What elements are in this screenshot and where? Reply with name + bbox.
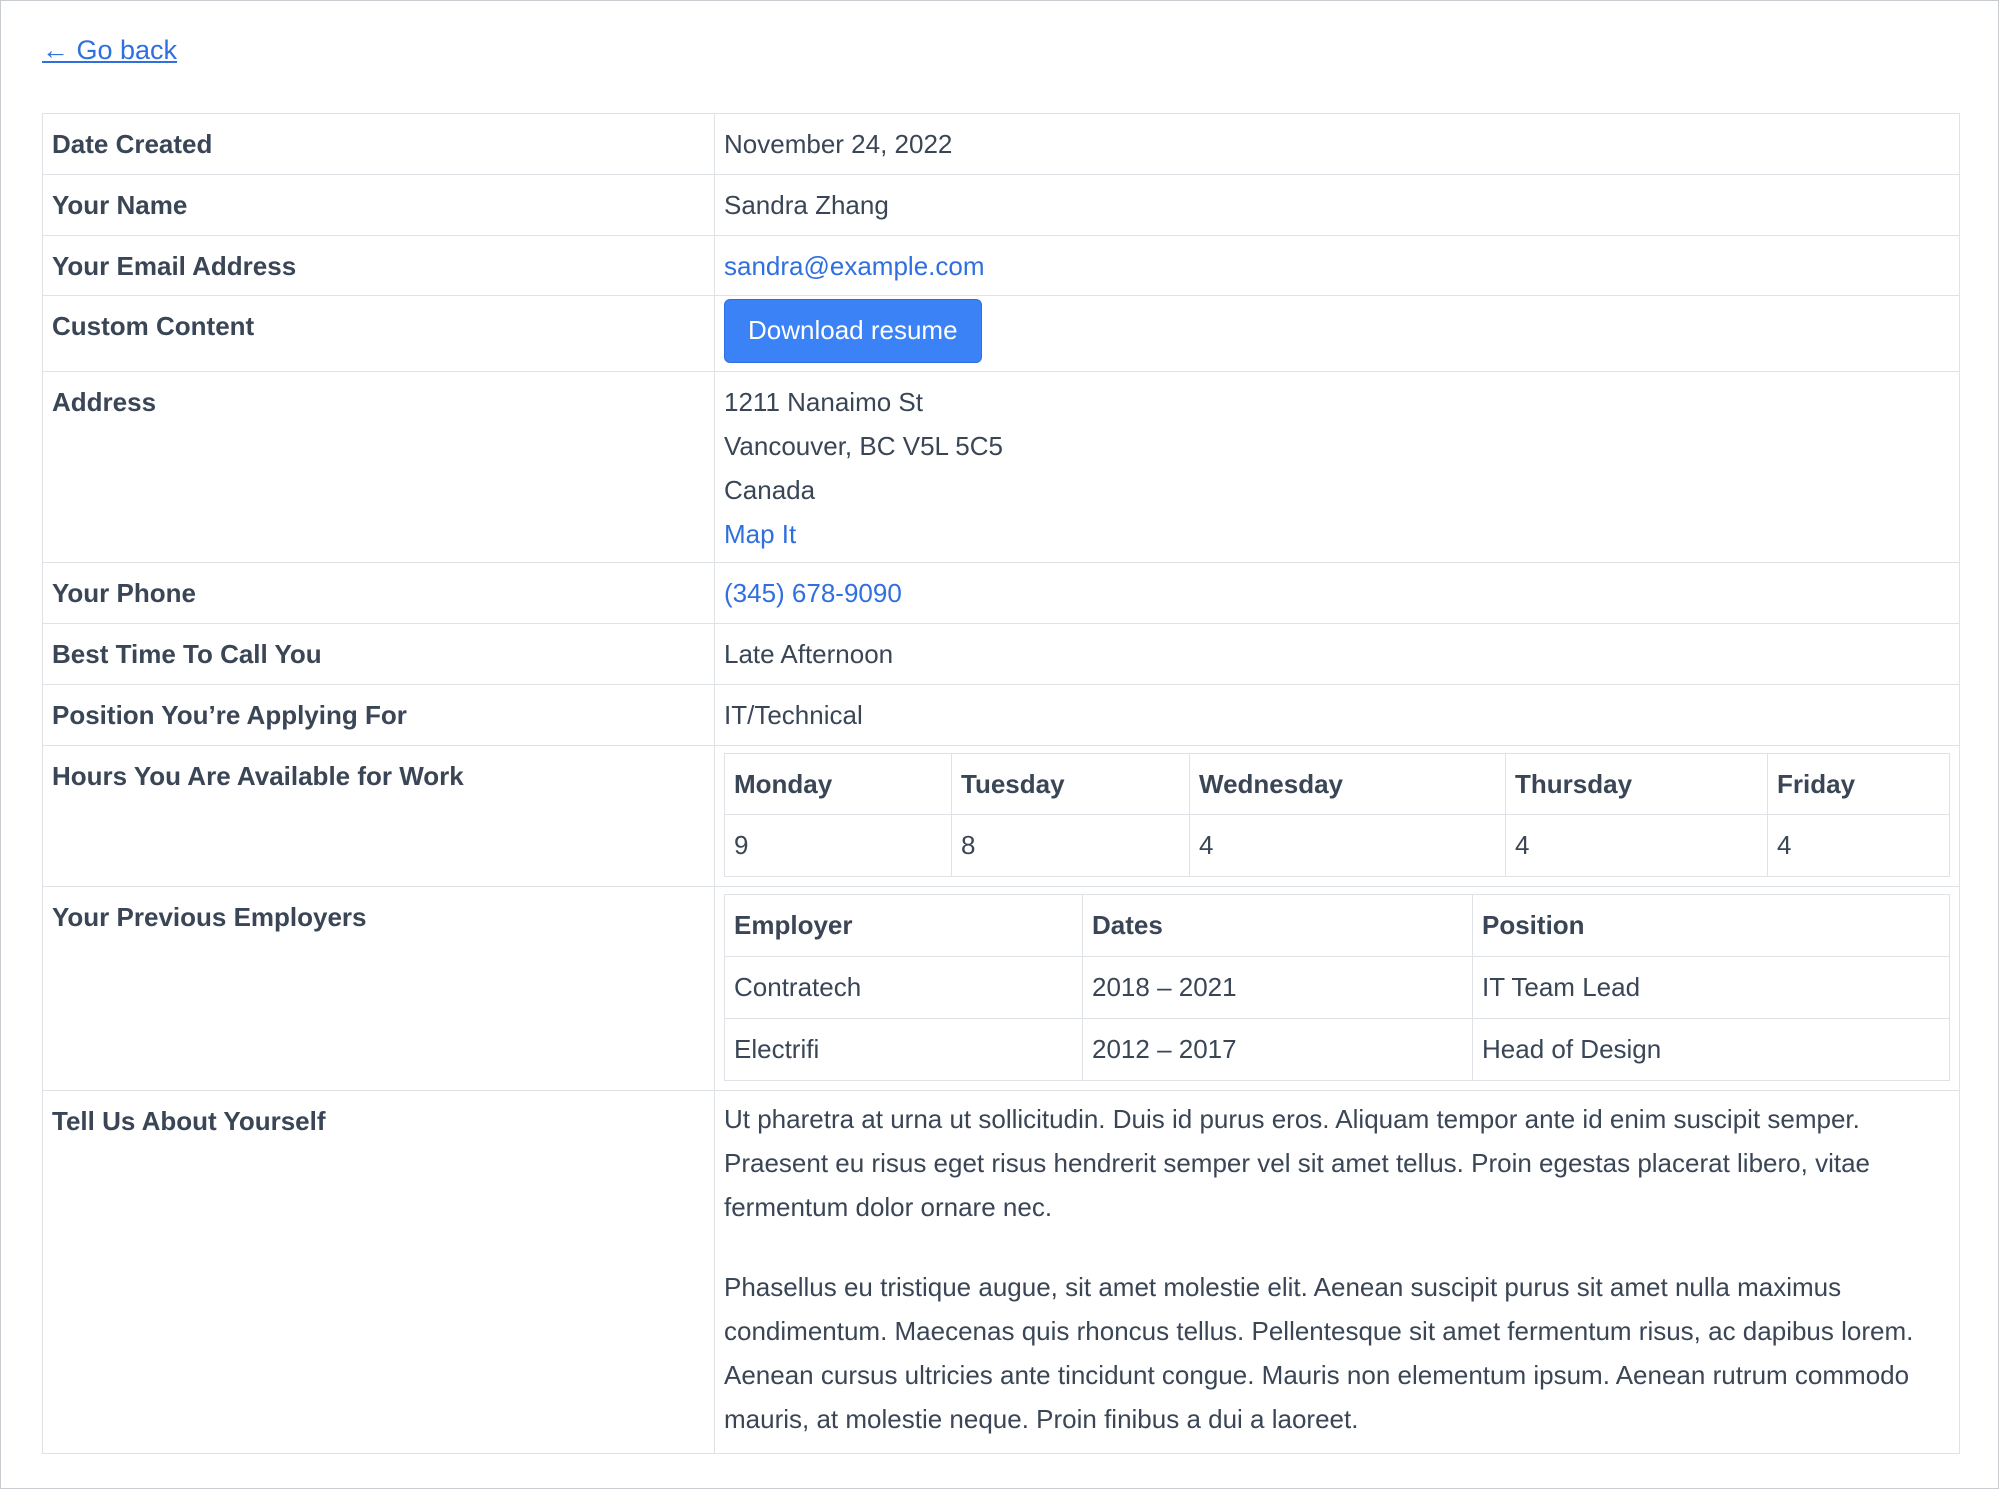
row-custom-content: [43, 296, 1960, 372]
row-hours: [43, 745, 1960, 887]
field-value: [715, 296, 1960, 372]
hours-header-cell: Monday: [725, 753, 952, 815]
hours-table: [724, 753, 1950, 878]
field-value: [715, 563, 1960, 624]
hours-header-row: [725, 753, 1950, 815]
employer-cell: Electrifi: [725, 1018, 1083, 1080]
hours-value-cell: 4: [1768, 815, 1950, 877]
employers-header-row: [725, 895, 1950, 957]
address-line-1: 1211 Nanaimo St: [724, 387, 923, 418]
about-paragraph: Phasellus eu tristique augue, sit amet molestie elit. Aenean suscipit purus sit amet nulla maximus condimentum. Maecenas quis rhoncus tellus. Pellentesque sit amet fermentum risus, ac dapibus lorem. Aenean cursus ultricies ante tincidunt congue. Mauris non elementum ipsum. Aenean rutrum commodo mauris, at molestie neque. Proin finibus a dui a laoreet.: [724, 1271, 1914, 1434]
employers-header-cell: Dates: [1083, 895, 1473, 957]
hours-value-cell: 4: [1190, 815, 1506, 877]
position-cell: IT Team Lead: [1473, 956, 1950, 1018]
field-value: IT/Technical: [715, 684, 1960, 745]
address-line-3: Canada: [724, 475, 816, 506]
field-label: Date Created: [43, 114, 715, 175]
map-it-link[interactable]: Map It: [724, 519, 797, 550]
field-value: November 24, 2022: [715, 114, 1960, 175]
field-label: Best Time To Call You: [43, 623, 715, 684]
about-paragraph: Ut pharetra at urna ut sollicitudin. Duis id purus eros. Aliquam tempor ante id enim suscipit semper. Praesent eu risus eget risus hendrerit semper vel sit amet tellus. Proin egestas placerat libero, vitae fermentum dolor ornare nec.: [724, 1103, 1870, 1222]
field-label: Hours You Are Available for Work: [43, 745, 715, 887]
field-value: Sandra Zhang: [715, 174, 1960, 235]
entry-details-table: [42, 113, 1960, 1454]
row-about: [43, 1090, 1960, 1453]
email-link[interactable]: sandra@example.com: [724, 250, 985, 281]
row-employers: [43, 887, 1960, 1090]
row-name: [43, 174, 1960, 235]
field-label: Your Phone: [43, 563, 715, 624]
field-label: Position You’re Applying For: [43, 684, 715, 745]
hours-header-cell: Thursday: [1506, 753, 1768, 815]
field-label: Your Email Address: [43, 235, 715, 296]
field-label: Address: [43, 372, 715, 563]
employers-header-cell: Position: [1473, 895, 1950, 957]
go-back-link[interactable]: ← Go back: [42, 35, 178, 65]
table-row: [725, 956, 1950, 1018]
field-label: Your Previous Employers: [43, 887, 715, 1090]
field-value: Late Afternoon: [715, 623, 1960, 684]
hours-value: [715, 745, 1960, 887]
hours-value-row: [725, 815, 1950, 877]
row-phone: [43, 563, 1960, 624]
field-label: Custom Content: [43, 296, 715, 372]
employers-header-cell: Employer: [725, 895, 1083, 957]
about-value: [715, 1090, 1960, 1453]
position-cell: Head of Design: [1473, 1018, 1950, 1080]
hours-value-cell: 8: [952, 815, 1190, 877]
hours-header-cell: Tuesday: [952, 753, 1190, 815]
employers-table: [724, 894, 1950, 1080]
dates-cell: 2012 – 2017: [1083, 1018, 1473, 1080]
row-email: [43, 235, 1960, 296]
hours-value-cell: 9: [725, 815, 952, 877]
field-label: Your Name: [43, 174, 715, 235]
row-date-created: [43, 114, 1960, 175]
field-value: [715, 235, 1960, 296]
phone-link[interactable]: (345) 678-9090: [724, 578, 902, 609]
address-line-2: Vancouver, BC V5L 5C5: [724, 431, 1003, 462]
row-best-time: [43, 623, 1960, 684]
address-value: [715, 372, 1960, 563]
employer-cell: Contratech: [725, 956, 1083, 1018]
row-address: [43, 372, 1960, 563]
employers-value: [715, 887, 1960, 1090]
field-label: Tell Us About Yourself: [43, 1090, 715, 1453]
hours-header-cell: Wednesday: [1190, 753, 1506, 815]
dates-cell: 2018 – 2021: [1083, 956, 1473, 1018]
download-resume-button[interactable]: Download resume: [724, 299, 982, 363]
hours-header-cell: Friday: [1768, 753, 1950, 815]
row-position: [43, 684, 1960, 745]
hours-value-cell: 4: [1506, 815, 1768, 877]
table-row: [725, 1018, 1950, 1080]
